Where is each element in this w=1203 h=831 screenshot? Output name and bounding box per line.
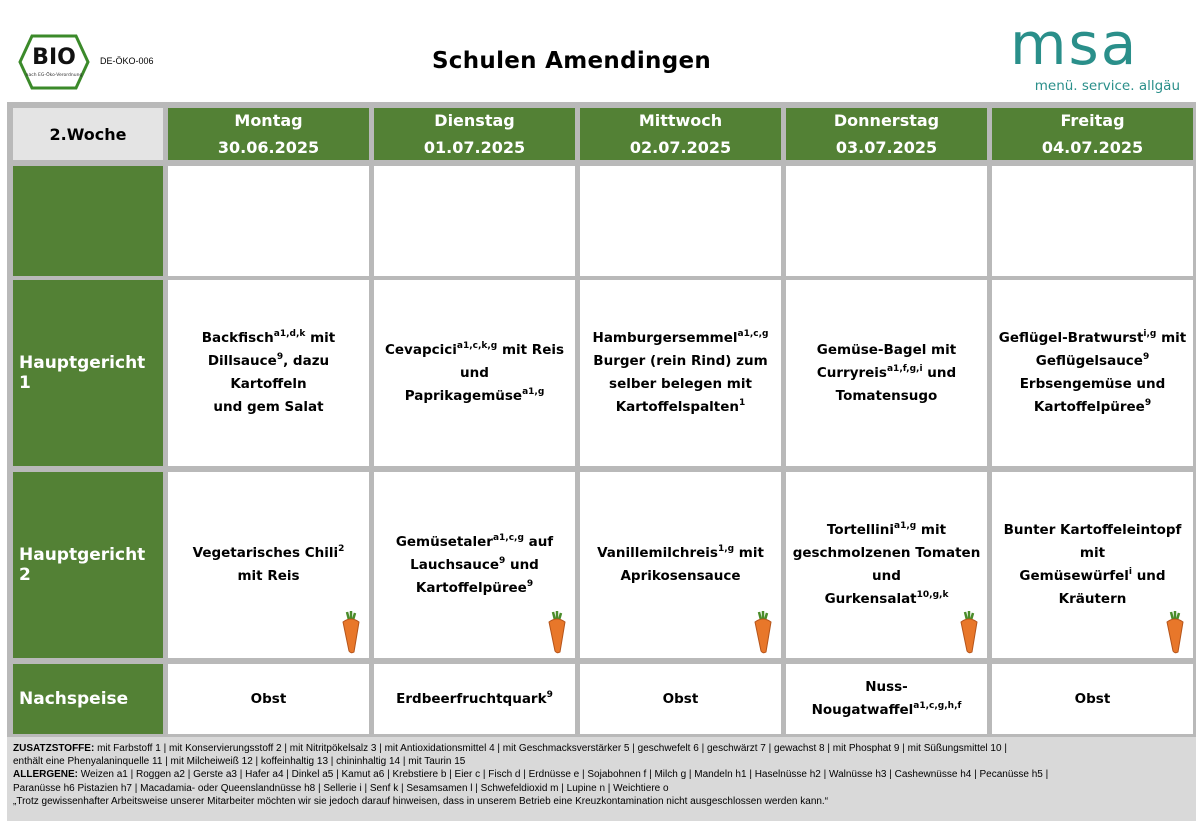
bio-logo-subtext: nach EG-Öko-Verordnung	[25, 73, 83, 78]
empty-cell	[580, 166, 781, 276]
day-name: Mittwoch	[638, 111, 723, 130]
dessert-cell-donnerstag: Nuss-Nougatwaffel$^{a1,c,g,h,f}$	[786, 664, 987, 734]
meal-cell-hg1-freitag: Geflügel-Bratwurst$^{i,g}$ mit Geflügelsauce$^9$ Erbsengemüse und Kartoffelpüree$^9$	[992, 280, 1193, 466]
week-label: 2.Woche	[13, 108, 163, 160]
meal-cell-hg1-mittwoch: Hamburgersemmel$^{a1,c,g}$ Burger (rein Rind) zum selber belegen mit Kartoffelspalten$^1$	[580, 280, 781, 466]
day-name: Donnerstag	[833, 111, 940, 130]
day-date: 02.07.2025	[629, 138, 732, 157]
dessert-cell-mittwoch: Obst	[580, 664, 781, 734]
empty-cell	[992, 166, 1193, 276]
carrot-icon	[749, 608, 775, 654]
bio-logo-text: BIO	[32, 45, 76, 70]
allergene-line: ALLERGENE: Weizen a1 | Roggen a2 | Gerste a3 | Hafer a4 | Dinkel a5 | Kamut a6 | Krebstiere b | Eier c | Fisch d | Erdnüsse e | Sojabohnen f | Milch g | Mandeln h1 | Haselnüsse h2 | Walnüsse h3 | Cashewnüsse h4 | Pecanüsse h5 |	[13, 769, 1049, 781]
meal-cell-hg2-donnerstag: Tortellini$^{a1,g}$ mit geschmolzenen Tomaten und Gurkensalat$^{10,g,k}$	[786, 472, 987, 658]
carrot-icon	[955, 608, 981, 654]
row-label-hauptgericht-1: Hauptgericht 1	[13, 280, 163, 466]
day-header-dienstag	[374, 108, 575, 160]
empty-cell	[374, 166, 575, 276]
dessert-cell-dienstag: Erdbeerfruchtquark$^9$	[374, 664, 575, 734]
zusatzstoffe-line: ZUSATZSTOFFE: mit Farbstoff 1 | mit Konservierungsstoff 2 | mit Nitritpökelsalz 3 | mit Antioxidationsmittel 4 | mit Geschmacksverstärker 5 | geschwefelt 6 | geschwärzt 7 | gewachst 8 | mit Phosphat 9 | mit Süßungsmittel 10 |	[13, 743, 1007, 754]
day-date: 30.06.2025	[217, 138, 320, 157]
day-header-montag	[168, 108, 369, 160]
day-name: Dienstag	[434, 111, 515, 130]
empty-cell	[786, 166, 987, 276]
carrot-icon	[543, 608, 569, 654]
empty-cell	[168, 166, 369, 276]
disclaimer: „Trotz gewissenhafter Arbeitsweise unserer Mitarbeiter möchten wir sie jedoch darauf hinweisen, dass in unserem Betrieb eine Kreuzkontamination nicht ausgeschlossen werden kann.“	[13, 795, 829, 807]
carrot-icon	[337, 608, 363, 654]
menu-table	[7, 102, 1196, 737]
day-name: Montag	[234, 111, 303, 130]
day-header-donnerstag	[786, 108, 987, 160]
allergene-label: ALLERGENE:	[13, 769, 78, 781]
meal-cell-hg1-dienstag: Cevapcici$^{a1,c,k,g}$ mit Reis und Paprikagemüse$^{a1,g}$	[374, 280, 575, 466]
day-date: 04.07.2025	[1041, 138, 1144, 157]
brand-tagline: menü. service. allgäu	[1034, 78, 1180, 94]
day-header-mittwoch	[580, 108, 781, 160]
day-date: 01.07.2025	[423, 138, 526, 157]
day-date: 03.07.2025	[835, 138, 938, 157]
meal-cell-hg2-dienstag: Gemüsetaler$^{a1,c,g}$ auf Lauchsauce$^9$ und Kartoffelpüree$^9$	[374, 472, 575, 658]
bio-code: DE-ÖKO-006	[100, 56, 154, 66]
dessert-cell-freitag: Obst	[992, 664, 1193, 734]
meal-cell-hg2-mittwoch: Vanillemilchreis$^{1,g}$ mit Aprikosensauce	[580, 472, 781, 658]
row-label-hauptgericht-2: Hauptgericht 2	[13, 472, 163, 658]
zusatzstoffe-label: ZUSATZSTOFFE:	[13, 743, 95, 754]
meal-cell-hg2-montag: Vegetarisches Chili$^2$ mit Reis	[168, 472, 369, 658]
meal-cell-hg1-montag: Backfisch$^{a1,d,k}$ mit Dillsauce$^9$, dazu Kartoffeln und gem Salat	[168, 280, 369, 466]
meal-cell-hg1-donnerstag: Gemüse-Bagel mit Curryreis$^{a1,f,g,i}$ und Tomatensugo	[786, 280, 987, 466]
brand-name: msa	[1010, 10, 1139, 78]
allergene-line-2: Paranüsse h6 Pistazien h7 | Macadamia- oder Queenslandnüsse h8 | Sellerie i | Senf k | Sesamsamen l | Schwefeldioxid m | Lupine n | Weichtiere o	[13, 782, 669, 794]
empty-row-label	[13, 166, 163, 276]
zusatzstoffe-line-2: enthält eine Phenyalaninquelle 11 | mit Milcheiweiß 12 | koffeinhaltig 13 | chininhaltig 14 | mit Taurin 15	[13, 756, 466, 768]
day-header-freitag	[992, 108, 1193, 160]
msa-logo	[1010, 10, 1182, 100]
dessert-cell-montag: Obst	[168, 664, 369, 734]
row-label-nachspeise: Nachspeise	[13, 664, 163, 734]
day-name: Freitag	[1060, 111, 1125, 130]
carrot-icon	[1161, 608, 1187, 654]
meal-cell-hg2-freitag: Bunter Kartoffeleintopf mit Gemüsewürfel$^i$ und Kräutern	[992, 472, 1193, 658]
footer-legend	[7, 737, 1196, 821]
page-title: Schulen Amendingen	[431, 48, 712, 74]
